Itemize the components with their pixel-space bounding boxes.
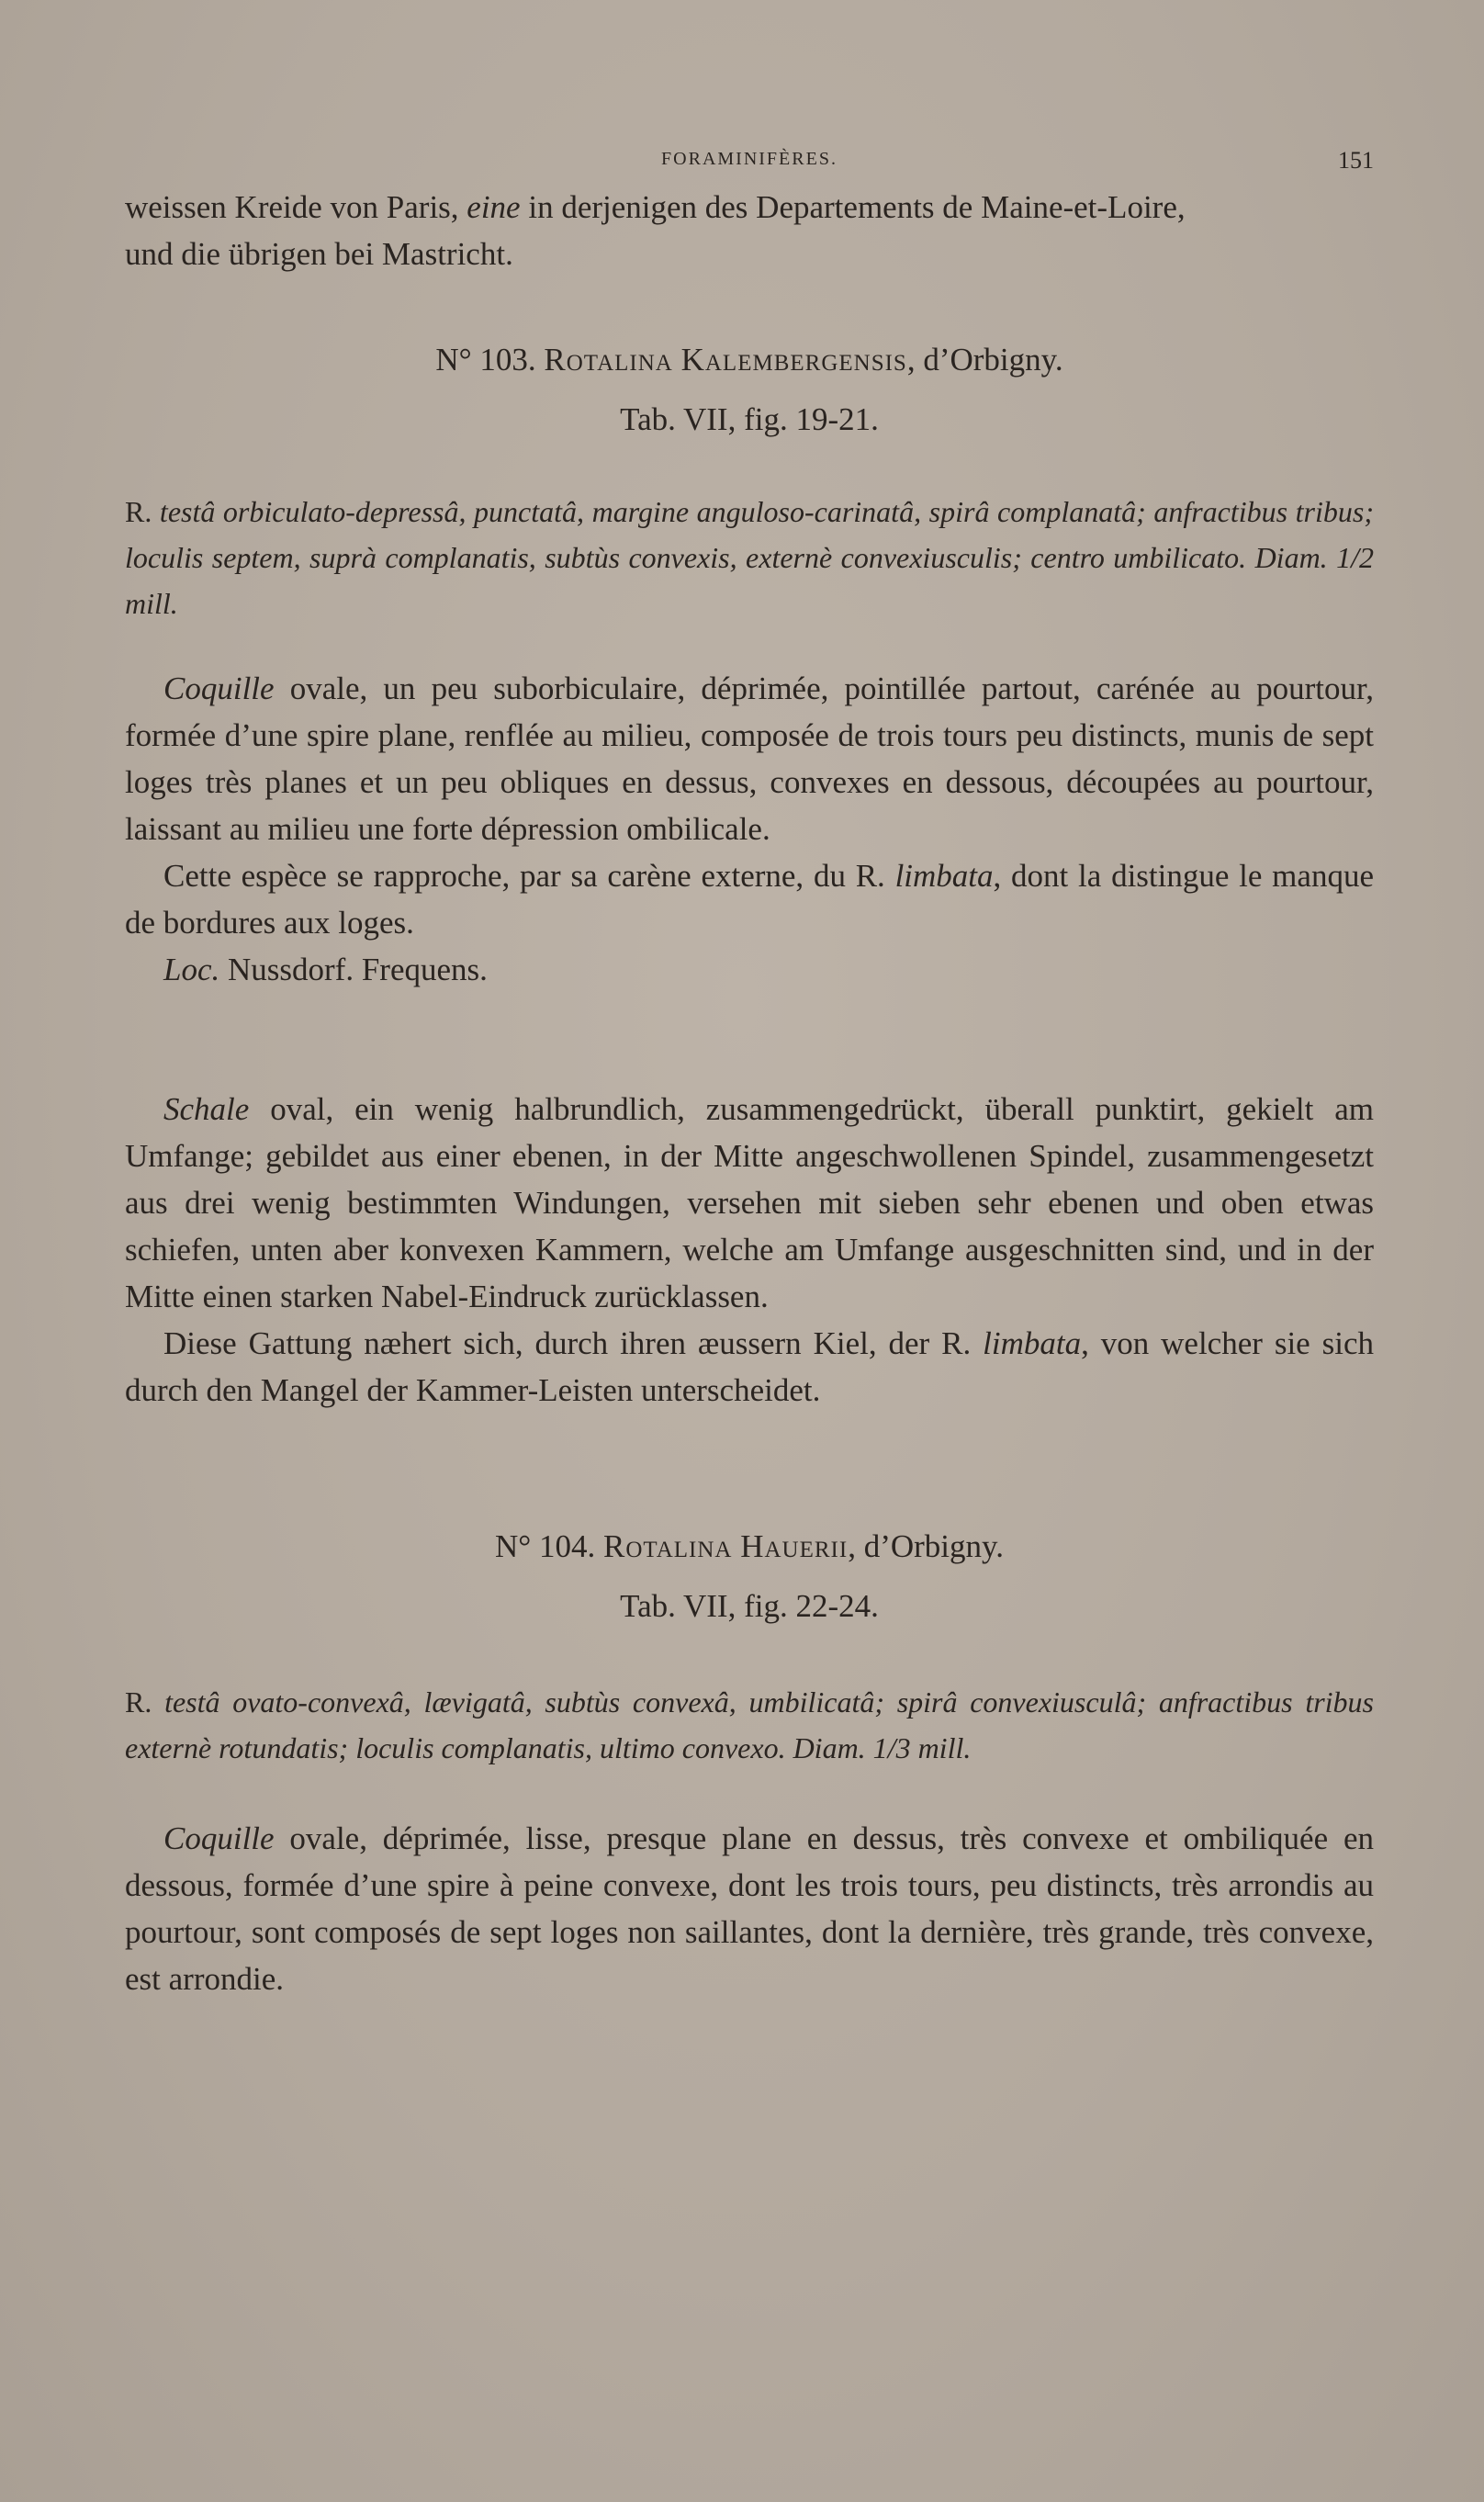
species-name: Kalembergensis	[680, 342, 907, 378]
comparison-text: Cette espèce se rapproche, par sa carène externe, du R.	[163, 858, 895, 894]
species-104-latin-diagnosis	[125, 1679, 1374, 1771]
comparison-text: , von welcher sie sich durch den Mangel der Kammer-Leisten unterscheidet.	[125, 1325, 1374, 1408]
comparison-species: limbata	[894, 858, 994, 894]
page-number: 151	[1338, 147, 1374, 174]
intro-italic: eine	[467, 189, 521, 225]
species-author: , d’Orbigny.	[848, 1528, 1004, 1564]
genus-name: Rotalina	[544, 342, 673, 378]
running-title: FORAMINIFÈRES.	[661, 149, 838, 169]
species-author: , d’Orbigny.	[906, 342, 1063, 378]
species-number: N° 103.	[435, 342, 545, 378]
locality-text: Nussdorf. Frequens.	[219, 952, 488, 987]
comparison-text: , dont la distingue le manque de bordures aux loges.	[125, 858, 1374, 941]
description-text: ovale, un peu suborbiculaire, déprimée, pointillée partout, carénée au pourtour, formée d’une spire plane, renflée au milieu, composée de trois tours peu distincts, munis de sept loges très planes et un peu obliques en dessus, convexes en dessous, découpées au pourtour, laissant au milieu une forte dépression ombilicale.	[125, 671, 1374, 847]
locality-label: Loc.	[163, 952, 220, 987]
intro-text: und die übrigen bei Mastricht.	[125, 236, 513, 272]
latin-text: testâ orbiculato-depressâ, punctatâ, margine anguloso-carinatâ, spirâ complanatâ; anfractibus tribus; loculis septem, suprà complanatis, subtùs convexis, externè convexiusculis; centro umbilicato. Diam. 1/2 mill.	[125, 495, 1375, 620]
description-text: ovale, déprimée, lisse, presque plane en dessus, très convexe et ombiliquée en dessous, formée d’une spire à peine convexe, dont les trois tours, peu distincts, très arrondis au pourtour, sont composés de sept loges non saillantes, dont la dernière, très grande, très convexe, est arrondie.	[125, 1820, 1374, 1997]
species-103-heading	[125, 336, 1374, 443]
genus-abbrev: R.	[125, 1685, 165, 1719]
description-text: oval, ein wenig halbrundlich, zusammengedrückt, überall punktirt, gekielt am Umfange; gebildet aus einer ebenen, in der Mitte angeschwollenen Spindel, zusammengesetzt aus drei wenig bestimmten Windungen, versehen mit sieben sehr ebenen und oben etwas schiefen, unten aber konvexen Kammern, welche am Umfange ausgeschnitten sind, und in der Mitte einen starken Nabel-Eindruck zurücklassen.	[125, 1091, 1374, 1314]
genus-abbrev: R.	[125, 495, 160, 528]
intro-text: in derjenigen des Departements de Maine-et-Loire,	[520, 189, 1186, 225]
intro-paragraph	[125, 184, 1374, 277]
species-104-french-description	[125, 1815, 1374, 2002]
species-103-german-description	[125, 1086, 1374, 1414]
comparison-text: Diese Gattung næhert sich, durch ihren æussern Kiel, der R.	[163, 1325, 984, 1361]
species-name: Hauerii	[740, 1528, 849, 1564]
intro-text: weissen Kreide von Paris,	[125, 189, 467, 225]
description-lead: Schale	[163, 1091, 250, 1127]
latin-text: testâ ovato-convexâ, lævigatâ, subtùs convexâ, umbilicatâ; spirâ convexiusculâ; anfractibus tribus externè rotundatis; loculis complanatis, ultimo convexo. Diam. 1/3 mill.	[125, 1685, 1375, 1764]
description-lead: Coquille	[163, 671, 275, 706]
plate-reference: Tab. VII, fig. 19-21.	[620, 401, 879, 437]
species-103-latin-diagnosis	[125, 489, 1374, 626]
plate-reference: Tab. VII, fig. 22-24.	[620, 1588, 879, 1624]
page-header	[125, 147, 1374, 175]
description-lead: Coquille	[163, 1820, 275, 1856]
genus-name: Rotalina	[603, 1528, 733, 1564]
species-number: N° 104.	[495, 1528, 604, 1564]
species-104-heading	[125, 1523, 1374, 1629]
comparison-species: limbata	[983, 1325, 1082, 1361]
species-103-french-description	[125, 665, 1374, 993]
